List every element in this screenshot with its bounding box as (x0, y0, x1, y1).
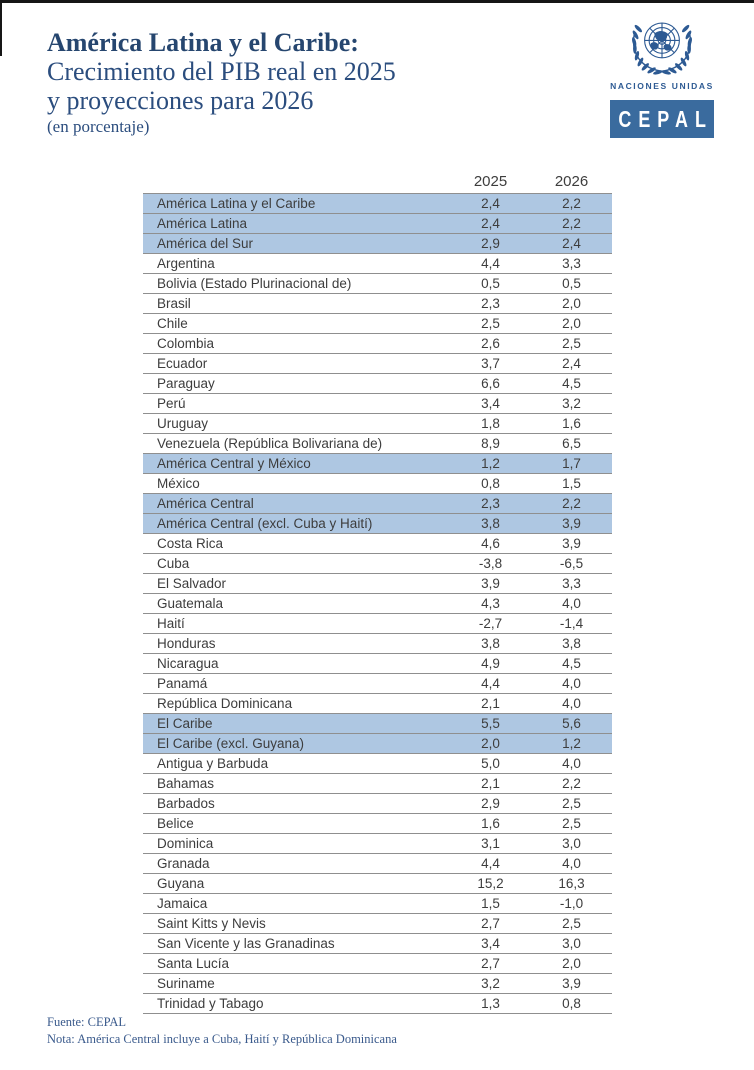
region-name: Panamá (157, 675, 208, 691)
table-row (143, 493, 612, 513)
value-2025: 4,9 (481, 655, 500, 671)
window-left-edge (0, 0, 2, 56)
table-row (143, 873, 612, 893)
region-name: América Central (excl. Cuba y Haití) (157, 515, 373, 531)
table-row (143, 353, 612, 373)
un-caption: NACIONES UNIDAS (610, 81, 714, 91)
region-name: México (157, 475, 200, 491)
value-2026: 1,7 (562, 455, 581, 471)
table-row (143, 753, 612, 773)
value-2026: 3,3 (562, 255, 581, 271)
region-name: Cuba (157, 555, 190, 571)
value-2025: 2,1 (481, 695, 500, 711)
table-row (143, 513, 612, 533)
value-2025: 0,5 (481, 275, 500, 291)
region-column-header (143, 170, 450, 193)
table-row (143, 453, 612, 473)
value-2025: 4,6 (481, 535, 500, 551)
table-row (143, 193, 612, 213)
table-row (143, 433, 612, 453)
region-name: Dominica (157, 835, 214, 851)
figure-footer (47, 1014, 397, 1048)
region-name: Venezuela (República Bolivariana de) (157, 435, 383, 451)
value-2025: 2,4 (481, 215, 500, 231)
table-row (143, 693, 612, 713)
region-name: América Latina (157, 215, 248, 231)
value-2026: 4,0 (562, 855, 581, 871)
value-2026: 4,5 (562, 375, 581, 391)
value-2025: 2,1 (481, 775, 500, 791)
value-2026: 2,5 (562, 335, 581, 351)
table-row (143, 833, 612, 853)
value-2026: 16,3 (558, 875, 585, 891)
units-subtitle: (en porcentaje) (47, 117, 150, 136)
region-name: Jamaica (157, 895, 208, 911)
value-2025: 3,8 (481, 635, 500, 651)
value-2025: -3,8 (478, 555, 503, 571)
value-2025: 3,4 (481, 935, 500, 951)
region-name: Bahamas (157, 775, 215, 791)
region-name: América del Sur (157, 235, 254, 251)
value-2026: 4,0 (562, 595, 581, 611)
value-2026: 6,5 (562, 435, 581, 451)
table-row (143, 533, 612, 553)
region-name: Costa Rica (157, 535, 224, 551)
table-row (143, 773, 612, 793)
source-note: Fuente: CEPAL (47, 1015, 127, 1029)
table-row (143, 593, 612, 613)
value-2025: 6,6 (481, 375, 500, 391)
value-2026: 2,5 (562, 795, 581, 811)
value-2026: 3,9 (562, 535, 581, 551)
region-name: Colombia (157, 335, 215, 351)
region-name: Bolivia (Estado Plurinacional de) (157, 275, 352, 291)
table-row (143, 653, 612, 673)
value-2025: 5,5 (481, 715, 500, 731)
region-name: El Caribe (excl. Guyana) (157, 735, 305, 751)
value-2025: 8,9 (481, 435, 500, 451)
table-row (143, 853, 612, 873)
value-2025: 3,9 (481, 575, 500, 591)
region-name: Uruguay (157, 415, 209, 431)
table-row (143, 673, 612, 693)
value-2025: 3,8 (481, 515, 500, 531)
united-nations-emblem-icon (620, 14, 704, 78)
table-row (143, 573, 612, 593)
page-title-line2: Crecimiento del PIB real en 2025 (47, 57, 396, 86)
value-2025: 5,0 (481, 755, 500, 771)
region-name: América Central y México (157, 455, 311, 471)
table-row (143, 953, 612, 973)
region-name: Honduras (157, 635, 216, 651)
value-2025: 2,5 (481, 315, 500, 331)
region-name: Nicaragua (157, 655, 219, 671)
value-2025: 2,7 (481, 915, 500, 931)
region-name: Santa Lucía (157, 955, 230, 971)
region-name: Suriname (157, 975, 215, 991)
value-2025: 15,2 (477, 875, 504, 891)
table-row (143, 553, 612, 573)
table-row (143, 313, 612, 333)
table-header (143, 170, 612, 193)
value-2026: 4,0 (562, 755, 581, 771)
value-2026: 3,9 (562, 975, 581, 991)
value-2026: 2,0 (562, 955, 581, 971)
value-2025: 0,8 (481, 475, 500, 491)
value-2025: 2,7 (481, 955, 500, 971)
value-2026: 2,0 (562, 315, 581, 331)
window-top-edge (0, 0, 754, 3)
value-2026: 2,5 (562, 915, 581, 931)
value-2025: -2,7 (478, 615, 503, 631)
value-2025: 2,0 (481, 735, 500, 751)
value-2026: 4,5 (562, 655, 581, 671)
table-row (143, 973, 612, 993)
value-2025: 1,5 (481, 895, 500, 911)
value-2025: 2,4 (481, 195, 500, 211)
table-row (143, 273, 612, 293)
table-row (143, 793, 612, 813)
value-2026: 3,2 (562, 395, 581, 411)
table-row (143, 233, 612, 253)
value-2026: 3,8 (562, 635, 581, 651)
value-2025: 2,9 (481, 795, 500, 811)
value-2026: -6,5 (559, 555, 584, 571)
value-2025: 1,2 (481, 455, 500, 471)
value-2026: 1,5 (562, 475, 581, 491)
region-name: Argentina (157, 255, 215, 271)
value-2026: 1,6 (562, 415, 581, 431)
value-2026: 2,4 (562, 235, 581, 251)
region-name: Granada (157, 855, 210, 871)
value-2025: 4,4 (481, 855, 500, 871)
value-2026: 2,4 (562, 355, 581, 371)
region-name: San Vicente y las Granadinas (157, 935, 335, 951)
value-2026: 5,6 (562, 715, 581, 731)
region-name: Barbados (157, 795, 215, 811)
region-name: El Caribe (157, 715, 213, 731)
table-row (143, 333, 612, 353)
value-2026: 3,0 (562, 835, 581, 851)
value-2025: 1,6 (481, 815, 500, 831)
value-2026: 3,0 (562, 935, 581, 951)
table-row (143, 633, 612, 653)
table-row (143, 813, 612, 833)
region-name: Guyana (157, 875, 205, 891)
table-row (143, 393, 612, 413)
value-2025: 4,4 (481, 675, 500, 691)
cepal-logo-text: CEPAL (618, 105, 713, 132)
region-name: Paraguay (157, 375, 215, 391)
value-2026: 2,2 (562, 495, 581, 511)
value-2026: 1,2 (562, 735, 581, 751)
region-name: Saint Kitts y Nevis (157, 915, 266, 931)
value-2025: 3,2 (481, 975, 500, 991)
value-2025: 1,3 (481, 995, 500, 1011)
value-2026: -1,0 (559, 895, 584, 911)
value-2025: 2,3 (481, 495, 500, 511)
table-row (143, 613, 612, 633)
table-row (143, 933, 612, 953)
value-2026: 4,0 (562, 695, 581, 711)
table-row (143, 413, 612, 433)
methodology-note: Nota: América Central incluye a Cuba, Haití y República Dominicana (47, 1032, 397, 1046)
value-2026: 2,2 (562, 775, 581, 791)
value-2025: 3,1 (481, 835, 500, 851)
value-2026: 0,5 (562, 275, 581, 291)
table-row (143, 713, 612, 733)
page-title-line3: y proyecciones para 2026 (47, 86, 314, 115)
value-2025: 4,3 (481, 595, 500, 611)
value-2025: 3,7 (481, 355, 500, 371)
value-2026: 2,2 (562, 195, 581, 211)
value-2026: -1,4 (559, 615, 584, 631)
region-name: Haití (157, 615, 185, 631)
year-2025-header: 2025 (473, 172, 508, 190)
region-name: República Dominicana (157, 695, 293, 711)
value-2025: 1,8 (481, 415, 500, 431)
table-row (143, 993, 612, 1013)
region-name: Antigua y Barbuda (157, 755, 269, 771)
value-2025: 2,9 (481, 235, 500, 251)
table-row (143, 373, 612, 393)
region-name: América Latina y el Caribe (157, 195, 316, 211)
table-row (143, 893, 612, 913)
page-title: América Latina y el Caribe: (47, 28, 359, 57)
cepal-logo (610, 100, 714, 138)
value-2026: 3,9 (562, 515, 581, 531)
value-2025: 4,4 (481, 255, 500, 271)
region-name: América Central (157, 495, 254, 511)
value-2026: 0,8 (562, 995, 581, 1011)
logo-block (608, 14, 716, 138)
year-2026-header: 2026 (554, 172, 589, 190)
value-2026: 2,0 (562, 295, 581, 311)
table-row (143, 293, 612, 313)
value-2025: 3,4 (481, 395, 500, 411)
table-row (143, 253, 612, 273)
table-row (143, 213, 612, 233)
region-name: Guatemala (157, 595, 224, 611)
value-2026: 4,0 (562, 675, 581, 691)
gdp-growth-table (143, 170, 612, 1014)
value-2026: 2,2 (562, 215, 581, 231)
table-row (143, 913, 612, 933)
region-name: Chile (157, 315, 188, 331)
value-2026: 3,3 (562, 575, 581, 591)
region-name: Brasil (157, 295, 191, 311)
table-row (143, 733, 612, 753)
value-2026: 2,5 (562, 815, 581, 831)
region-name: Belice (157, 815, 194, 831)
region-name: El Salvador (157, 575, 227, 591)
value-2025: 2,3 (481, 295, 500, 311)
title-block (47, 28, 547, 137)
region-name: Perú (157, 395, 186, 411)
region-name: Ecuador (157, 355, 208, 371)
table-row (143, 473, 612, 493)
value-2025: 2,6 (481, 335, 500, 351)
region-name: Trinidad y Tabago (157, 995, 264, 1011)
